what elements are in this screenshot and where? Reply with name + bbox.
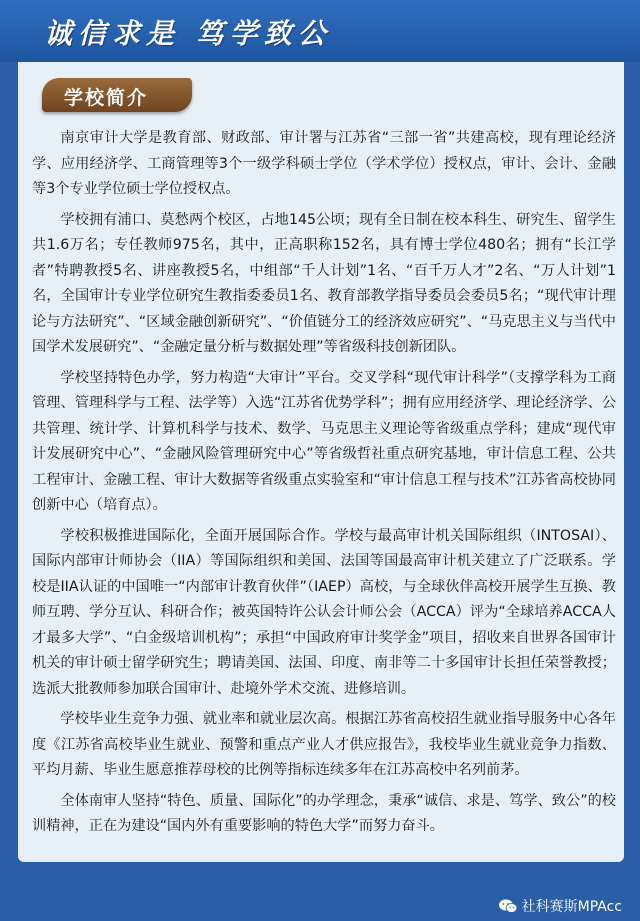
wechat-icon (498, 898, 518, 914)
paragraph: 学校坚持特色办学，努力构造“大审计”平台。交叉学科“现代审计科学”（支撑学科为工商管理、管理科学与工程、法学等）入选“江苏省优势学科”；拥有应用经济学、理论经济学、公共管理、统计学、计算机科学与技术、数学、马克思主义理论等省级重点学科；建成“现代审计发展研究中心”、“金融风险管理研究中心”等省级哲社重点研究基地，审计信息工程、公共工程审计、金融工程、审计大数据等省级重点实验室和“审计信息工程与技术”江苏省高校协同创新中心（培育点）。 (32, 369, 616, 513)
paragraph: 学校拥有浦口、莫愁两个校区，占地145公顷；现有全日制在校本科生、研究生、留学生共1.6万名；专任教师975名，其中，正高职称152名，具有博士学位480名；拥有“长江学者”特聘教授5名、讲座教授5名，中组部“千人计划”1名、“百千万人才”2名、“万人计划”1名，全国审计专业学位研究生教指委委员1名、教育部教学指导委员会委员5名；“现代审计理论与方法研究”、“区域金融创新研究”、“价值链分工的经济效应研究”、“马克思主义与当代中国学术发展研究”、“金融定量分析与数据处理”等省级科技创新团队。 (32, 211, 616, 355)
intro-body (32, 126, 616, 845)
paragraph: 学校毕业生竞争力强、就业率和就业层次高。根据江苏省高校招生就业指导服务中心各年度《江苏省高校毕业生就业、预警和重点产业人才供应报告》，我校毕业生就业竞争力指数、平均月薪、毕业生愿意推荐母校的比例等指标连续多年在江苏高校中名列前茅。 (32, 711, 616, 778)
content-panel (18, 62, 624, 862)
wechat-account[interactable] (498, 896, 622, 916)
wechat-account-name: 社科赛斯MPAcc (521, 899, 622, 915)
section-title: 学校简介 (64, 87, 149, 109)
header-banner (0, 0, 640, 62)
school-motto: 诚信求是 笃学致公 (44, 17, 332, 50)
paragraph: 南京审计大学是教育部、财政部、审计署与江苏省“三部一省”共建高校，现有理论经济学、应用经济学、工商管理等3个一级学科硕士学位（学术学位）授权点，审计、会计、金融等3个专业学位硕士学位授权点。 (32, 130, 616, 197)
paragraph: 学校积极推进国际化，全面开展国际合作。学校与最高审计机关国际组织（INTOSAI）、国际内部审计师协会（IIA）等国际组织和美国、法国等国最高审计机关建立了广泛联系。学校是IIA认证的中国唯一“内部审计教育伙伴”（IAEP）高校，与全球伙伴高校开展学生互换、教师互聘、学分互认、科研合作；被英国特许公认会计师公会（ACCA）评为“全球培养ACCA人才最多大学”、“白金级培训机构”；承担“中国政府审计奖学金”项目，招收来自世界各国审计机关的审计硕士留学研究生；聘请美国、法国、印度、南非等二十多国审计长担任荣誉教授；选派大批教师参加联合国审计、赴境外学术交流、进修培训。 (32, 527, 616, 697)
paragraph: 全体南审人坚持“特色、质量、国际化”的办学理念，秉承“诚信、求是、笃学、致公”的校训精神，正在为建设“国内外有重要影响的特色大学”而努力奋斗。 (32, 792, 616, 834)
footer (0, 862, 640, 921)
section-title-tag (42, 78, 192, 112)
